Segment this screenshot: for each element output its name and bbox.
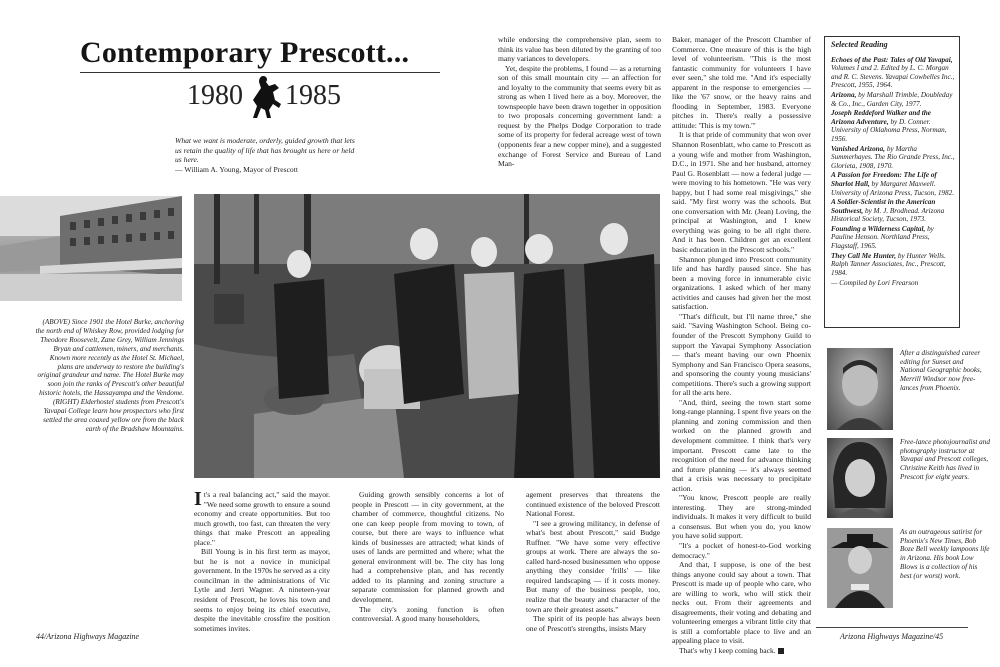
article-column-3 [526,490,660,633]
photo-caption: (ABOVE) Since 1901 the Hotel Burke, anchoring the north end of Whiskey Row, provided lodging for Theodore Roosevelt, Zane Grey, William Jennings Bryan and cattlemen, miners, and merchants. Known more recently as the Hotel St. Michael, plans are underway to restore the building's original grandeur and name. The Hotel Burke may soon join the ranks of Prescott's other beautiful historic hotels, the Hassayampa and the Vendome. (RIGHT) Elderhostel students from Prescott's Yavapai College learn how prospectors who first settled the area coaxed yellow ore from the black earth of the Bradshaw Mountains. [35,318,184,433]
elderhostel-photo [194,194,660,478]
bronco-rider-icon [249,74,283,120]
reading-entry: Echoes of the Past: Tales of Old Yavapai, Volumes I and 2. Edited by L. C. Morgan and R. C. Stevens. Yavapai Cowbelles Inc., Prescott, 1955, 1964. [831,55,955,90]
column-3-paragraph: agement preserves that threatens the continued existence of the beloved Prescott National Forest. [526,490,660,519]
reading-entry: Founding a Wilderness Capital, by Pauline Henson. Northland Press, Flagstaff, 1965. [831,224,934,251]
footer-rule [816,627,968,628]
reading-entry: Joseph Reddeford Walker and the Arizona Adventure, by D. Conner. University of Oklahoma Press, Norman, 1956. [831,109,947,143]
contributor-portrait [827,438,893,518]
hotel-burke-photo [0,196,182,301]
reading-compiled-by: — Compiled by Lori Frearson [831,279,919,288]
article-column-right [672,35,811,656]
top-column-paragraph: Yet, despite the problems, I found — as a returning son of this small mountain city — an affection for and loyalty to the community that seems every bit as strong as when I lived here as a boy. Moreover, the townspeople have been drawn together in opposition to two proposals concerning government land: a request by the Phelps Dodge Corporation to trade some of its property for federal acreage west of town (opponents fear a new copper mine), and a suggested exchange of Forest Service and Bureau of Land Man- [498,63,661,169]
quote-attribution: — William A. Young, Mayor of Prescott [175,164,298,174]
reading-entry: They Call Me Hunter, by Hunter Wells. Ralph Tanner Associates, Inc., Prescott, 1984. [831,251,946,277]
contributor-bio: After a distinguished career editing for Sunset and National Geographic books, Merrill Windsor now free-lances from Phoenix. [900,349,982,392]
page-footer-left: 44/Arizona Highways Magazine [36,632,140,641]
reading-entry: Arizona, by Marshall Trimble, Doubleday & Co., Inc., Garden City, 1977. [831,90,953,108]
year-end: 1985 [285,80,341,111]
column-2-paragraph: Guiding growth sensibly concerns a lot of people in Prescott — in city government, at the chamber of commerce, thoughtful citizens. No one can keep people from moving to town, of course, but there are ways to influence what kinds of businesses are attracted; what kinds of uses of lands are permitted and where; what the general environment will be. The city has long had a comprehensive plan, and has recently added to its planning and zoning structure a separate commission for planned growth and development. [352,490,504,605]
end-mark-icon [778,648,784,654]
column-1-paragraph: It's a real balancing act," said the mayor. "We need some growth to ensure a sound economy and create opportunities. But too much growth, too fast, can threaten the very things that make Prescott an appealing place." [194,488,330,547]
pull-quote [175,136,355,174]
article-column-top [498,35,661,169]
reading-entry: Vanished Arizona, by Martha Summerhayes. The Rio Grande Press, Inc., Glorieta, 1908, 1970. [831,144,955,170]
reading-entry: A Soldier-Scientist in the American Southwest, by M. J. Brodhead. Arizona Historical Society, Tucson, 1973. [831,198,945,224]
column-1-paragraph: Bill Young is in his first term as mayor, but he is not a novice in municipal government. In the 1970s he served as a city councilman in the administrations of Vic Lytle and Jerri Wagner. A nineteen-year resident of Prescott, he loves his town and seems to enjoy being its chief executive, despite the inevitable crossfire the position sometimes invites. [194,547,330,633]
column-3-paragraph: The spirit of its people has always been one of Prescott's strengths, insists Mary [526,614,660,633]
right-column-paragraph: Shannon plunged into Prescott community life and has hardly paused since. She has been a moving force in innumerable civic organizations. I asked which of her many activities and causes had given her the most satisfaction. [672,254,811,312]
right-column-paragraph: "It's a pocket of honest-to-God working democracy." [672,540,811,560]
right-column-paragraph: And that, I suppose, is one of the best things anyone could say about a town. That Prescott is made up of people who care, who are willing to work, who will stick their necks out. From their agreements and disagreements, their voting and debating and volunteering emerges a vibrant little city that is still a comfortable place to live and an appealing place to visit. [672,560,811,646]
selected-reading-heading: Selected Reading [831,40,888,49]
article-title: Contemporary Prescott... [80,36,410,69]
reading-entry: A Passion for Freedom: The Life of Sharlot Hall, by Margaret Maxwell. University of Arizona Press, Tucson, 1982. [831,171,954,197]
article-column-2 [352,490,504,624]
top-column-paragraph: while endorsing the comprehensive plan, seem to think its value has been diluted by the granting of too many variances to developers. [498,35,661,64]
right-column-paragraph: It is that pride of community that won over Shannon Rosenblatt, who came to Prescott as a young wife and mother from Washington, D.C., in 1971. She and her husband, attorney Paul G. Rosenblatt — now a federal judge — were moving to his hometown. "He was very happy, but I had some real misgivings," she said. "My first worry was the schools. But one conversation with Mr. (Jean) Loving, the principal at Washington, and I knew everything was going to be all right there. And it has been. Children get an excellent basic education in the Prescott schools." [672,130,811,255]
right-column-paragraph: That's why I keep coming back. [672,646,811,656]
selected-reading-box [824,36,960,328]
drop-cap: I [194,488,202,510]
column-2-paragraph: The city's zoning function is often controversial. A good many householders, [352,604,504,624]
quote-text: What we want is moderate, orderly, guided growth that lets us retain the quality of life that has brought us here or held us here. [175,136,355,165]
contributor-portrait [827,528,893,608]
contributor-bio: As an outrageous satirist for Phoenix's New Times, Bob Boze Bell weekly lampoons life in Arizona. His book Low Blows is a collection of his best (or worst) work. [900,528,990,580]
title-rule [80,72,440,73]
column-3-paragraph: "I see a growing militancy, in defense of what's best about Prescott," said Budge Ruffner. "We have some very effective groups at work. There are always the so-called hard-nosed businessmen who oppose anything they consider 'frills' — like required landscaping — if it costs money. But many of the business people, too, realize that the beauty and character of the town are their greatest assets." [526,518,660,614]
article-column-1 [194,490,330,633]
contributor-bio: Free-lance photojournalist and photography instructor at Yavapai and Prescott colleges, Christine Keith has lived in Prescott for eight years. [900,438,990,481]
year-start: 1980 [187,80,243,111]
right-column-paragraph: Baker, manager of the Prescott Chamber of Commerce. One measure of this is the high level of volunteerism. "This is the most fantastic community for volunteers I have ever seen," she told me. "And it's especially apparent in the response to emergencies — like the '67 snow, or the heavy rains and flooding in September, 1983. Everyone pitches in. There's really a possessive attitude: 'This is my town.'" [672,35,811,130]
page-footer-right: Arizona Highways Magazine/45 [840,632,944,641]
contributor-portrait [827,348,893,430]
year-range [187,74,347,122]
right-column-paragraph: "That's difficult, but I'll name three," she said. "Saving Washington School. Being co-founder of the Prescott Symphony Guild to support the Yavapai Symphony Association — that's meant having our own Phoenix Symphony and San Francisco Opera seasons, and sponsoring the county young musicians' competitions. There's such a growing support for all the arts here. [672,311,811,398]
right-column-paragraph: "And, third, seeing the town start some long-range planning. I spent five years on the planning and zoning commission and then worked on the planned growth and development committee. I think that's very important. Prescott came late to the recognition of the need for advance thinking and future planning — it's always seemed that a crisis was necessary to precipitate action. [672,397,811,493]
right-column-paragraph: "You know, Prescott people are really interesting. They are strong-minded individuals. It makes it very difficult to build a consensus. But when you do, you know you have solid support. [672,493,811,541]
